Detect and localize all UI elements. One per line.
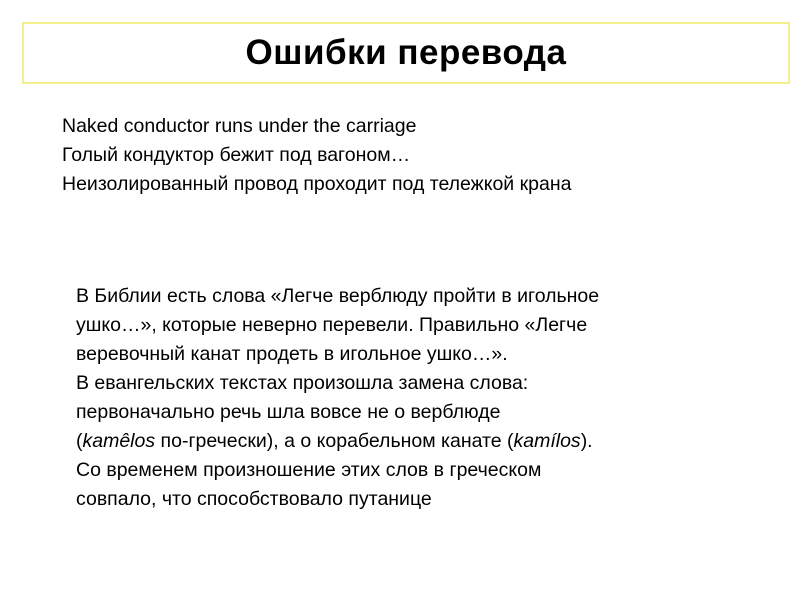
- bible-line-3: веревочный канат продеть в игольное ушко…».: [76, 343, 508, 365]
- greek-word-kamilos: kamílos: [513, 430, 581, 452]
- bible-line-5: первоначально речь шла вовсе не о верблюде: [76, 401, 501, 423]
- bible-line-7: Со временем произношение этих слов в греческом: [76, 459, 542, 481]
- translation-example-block: [62, 112, 762, 199]
- example-line-english: Naked conductor runs under the carriage: [62, 115, 417, 137]
- page-title: Ошибки перевода: [245, 32, 567, 72]
- bible-line-1: В Библии есть слова «Легче верблюду пройти в игольное: [76, 285, 600, 307]
- example-line-correct-translation: Неизолированный провод проходит под тележкой крана: [62, 173, 572, 195]
- greek-middle-text: по-гречески), а о корабельном канате (: [155, 430, 514, 452]
- bible-explanation-block: [76, 282, 766, 514]
- greek-paren-open: (: [76, 430, 83, 452]
- bible-line-6: [76, 427, 766, 456]
- bible-line-4: В евангельских текстах произошла замена слова:: [76, 372, 529, 394]
- greek-paren-close: ).: [580, 430, 593, 452]
- greek-word-kamelos: kamêlos: [82, 430, 156, 452]
- title-box: [22, 22, 790, 84]
- bible-line-2: ушко…», которые неверно перевели. Правильно «Легче: [76, 314, 588, 336]
- bible-line-8: совпало, что способствовало путанице: [76, 488, 432, 510]
- example-line-wrong-translation: Голый кондуктор бежит под вагоном…: [62, 144, 411, 166]
